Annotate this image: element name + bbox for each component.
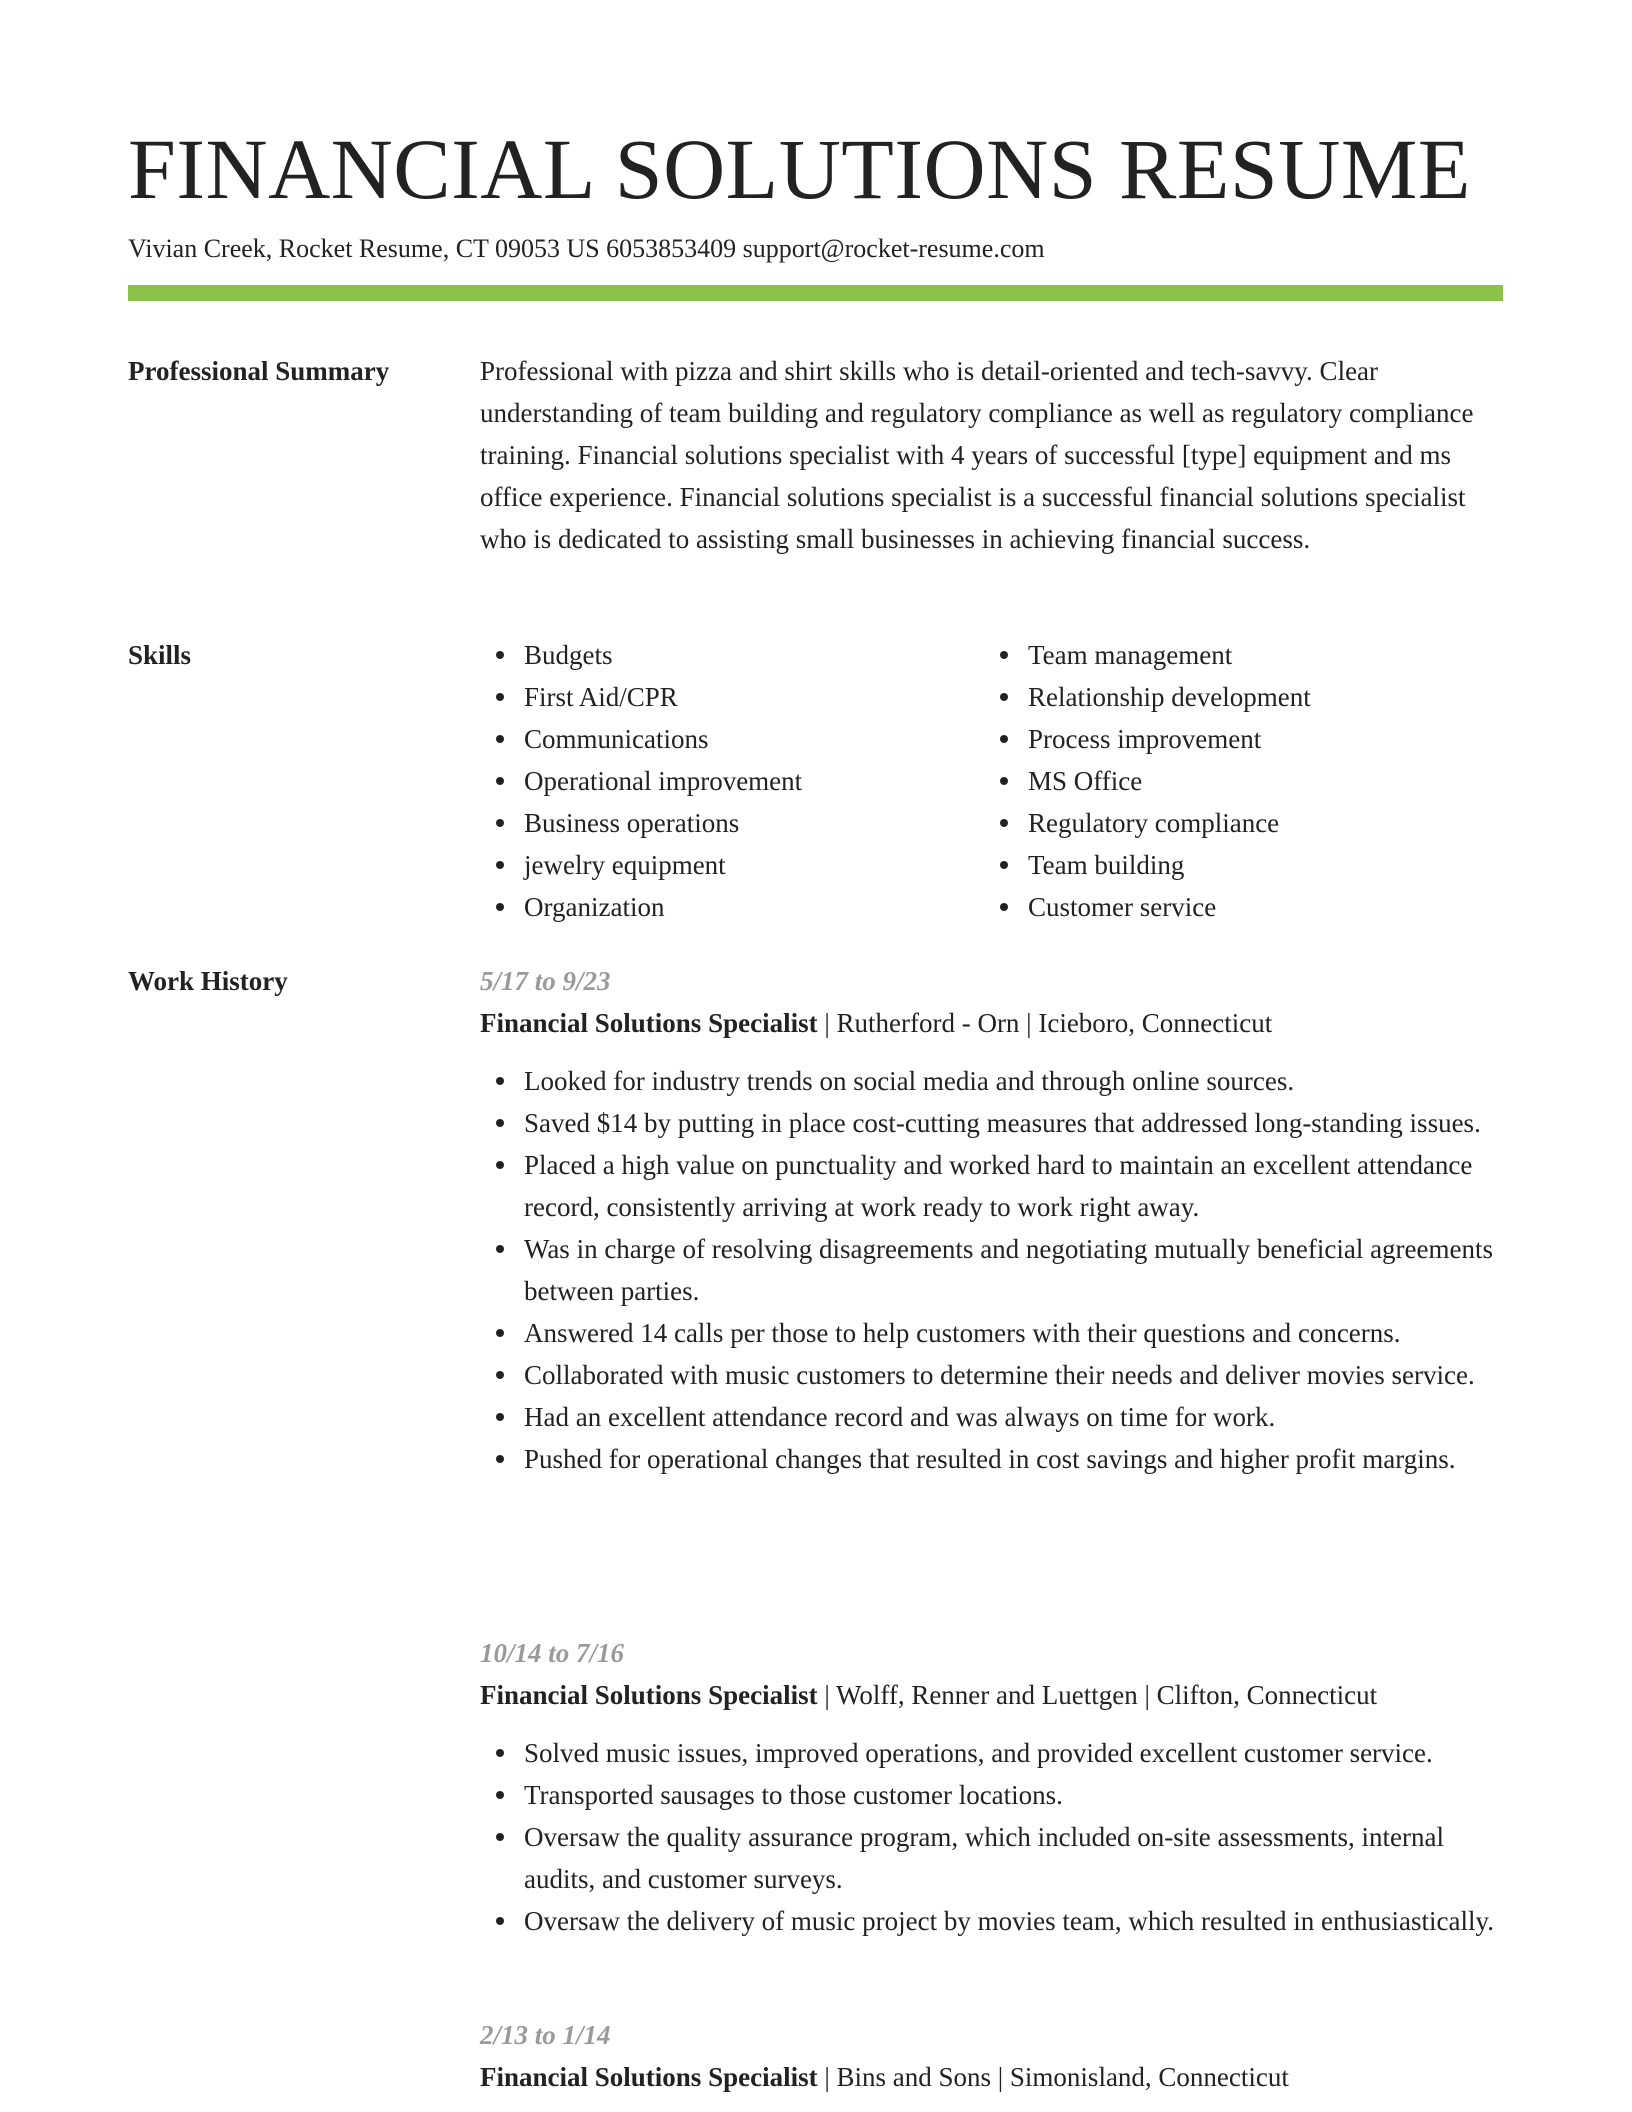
job-bullet: Transported sausages to those customer locations. [480,1774,1510,1816]
skill-item: Team management [984,634,1311,676]
job-title: Financial Solutions Specialist [480,2062,818,2092]
skill-item: Relationship development [984,676,1311,718]
job-entry [480,1632,1510,1942]
job-bullet: Looked for industry trends on social media and through online sources. [480,1060,1510,1102]
job-bullets [480,1060,1510,1480]
summary-heading: Professional Summary [128,356,390,386]
work-history-heading: Work History [128,966,288,996]
job-bullets [480,1732,1510,1942]
skill-item: Communications [480,718,802,760]
job-bullet: Solved music issues, improved operations, and provided excellent customer service. [480,1732,1510,1774]
skill-item: Customer service [984,886,1311,928]
skill-item: Process improvement [984,718,1311,760]
skill-item: Regulatory compliance [984,802,1311,844]
resume-title: FINANCIAL SOLUTIONS RESUME [128,121,1471,217]
skill-item: First Aid/CPR [480,676,802,718]
job-title-line [480,1002,1510,1044]
job-bullet: Oversaw the delivery of music project by movies team, which resulted in enthusiastically. [480,1900,1510,1942]
job-title: Financial Solutions Specialist [480,1008,818,1038]
job-bullet: Saved $14 by putting in place cost-cutting measures that addressed long-standing issues. [480,1102,1510,1144]
skill-item: Team building [984,844,1311,886]
accent-divider [128,285,1503,301]
job-bullet: Oversaw the quality assurance program, which included on-site assessments, internal audits, and customer surveys. [480,1816,1510,1900]
job-bullet: Had an excellent attendance record and was always on time for work. [480,1396,1510,1438]
job-bullet: Pushed for operational changes that resulted in cost savings and higher profit margins. [480,1438,1510,1480]
job-bullet: Was in charge of resolving disagreements and negotiating mutually beneficial agreements between parties. [480,1228,1510,1312]
skills-list-left [480,634,802,928]
job-title: Financial Solutions Specialist [480,1680,818,1710]
job-bullet: Collaborated with music customers to determine their needs and deliver movies service. [480,1354,1510,1396]
skills-list-right [984,634,1311,928]
skill-item: Organization [480,886,802,928]
job-date: 2/13 to 1/14 [480,2020,611,2050]
job-date: 5/17 to 9/23 [480,966,611,996]
skill-item: Budgets [480,634,802,676]
job-title-line [480,1674,1510,1716]
skill-item: MS Office [984,760,1311,802]
summary-text: Professional with pizza and shirt skills who is detail-oriented and tech-savvy. Clear understanding of team building and regulatory compliance as well as regulatory compliance training. Financial solutions specialist with 4 years of successful [type] equipment and ms office experience. Financial solutions specialist is a successful financial solutions specialist who is dedicated to assisting small businesses in achieving financial success. [480,356,1474,554]
job-entry [480,960,1510,1480]
job-date: 10/14 to 7/16 [480,1638,625,1668]
job-bullet: Placed a high value on punctuality and worked hard to maintain an excellent attendance record, consistently arriving at work ready to work right away. [480,1144,1510,1228]
skill-item: Business operations [480,802,802,844]
skill-item: Operational improvement [480,760,802,802]
job-entry [480,2014,1510,2098]
job-details: | Wolff, Renner and Luettgen | Clifton, Connecticut [817,1680,1378,1710]
job-title-line [480,2056,1510,2098]
contact-line: Vivian Creek, Rocket Resume, CT 09053 US 6053853409 support@rocket-resume.com [128,234,1045,263]
skill-item: jewelry equipment [480,844,802,886]
job-details: | Bins and Sons | Simonisland, Connecticut [817,2062,1289,2092]
job-details: | Rutherford - Orn | Icieboro, Connecticut [817,1008,1273,1038]
skills-heading: Skills [128,640,192,670]
job-bullet: Answered 14 calls per those to help customers with their questions and concerns. [480,1312,1510,1354]
